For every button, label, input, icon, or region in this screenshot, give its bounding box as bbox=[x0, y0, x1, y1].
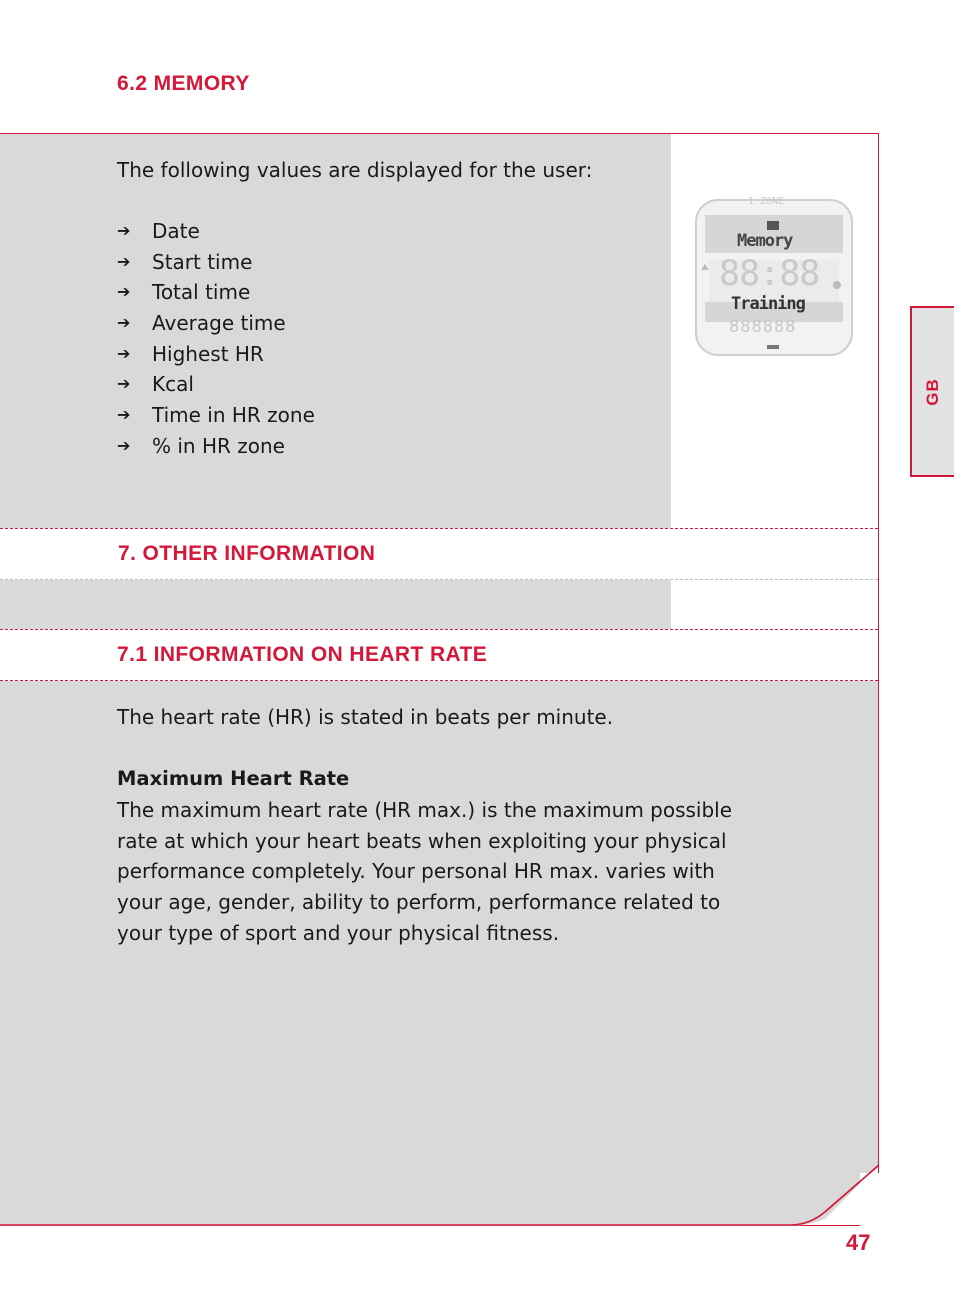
max-heart-rate-subheading: Maximum Heart Rate bbox=[117, 767, 350, 790]
memory-heading: 6.2 MEMORY bbox=[117, 72, 250, 95]
arrow-right-icon: ➔ bbox=[117, 251, 131, 271]
display-digits: 88:88 bbox=[719, 254, 820, 294]
list-item: ➔ Highest HR bbox=[117, 339, 315, 370]
memory-list bbox=[117, 216, 315, 462]
heart-rate-intro: The heart rate (HR) is stated in beats per minute. bbox=[117, 705, 614, 729]
display-top-label: 1 ZONE bbox=[748, 196, 785, 207]
paragraph-line: your type of sport and your physical fitness. bbox=[117, 920, 560, 945]
arrow-right-icon: ➔ bbox=[117, 374, 131, 394]
arrow-right-icon: ➔ bbox=[117, 282, 131, 302]
arrow-right-icon: ➔ bbox=[117, 313, 131, 333]
display-mode-label: Memory bbox=[737, 231, 793, 251]
arrow-right-icon: ➔ bbox=[117, 221, 131, 240]
arrow-right-icon: ➔ bbox=[117, 343, 131, 363]
language-tab bbox=[910, 306, 954, 477]
list-item: ➔ Time in HR zone bbox=[117, 400, 315, 431]
paragraph-line: rate at which your heart beats when exploiting your physical bbox=[117, 828, 727, 853]
list-item: ➔ % in HR zone bbox=[117, 431, 315, 462]
paragraph-line: performance completely. Your personal HR max. varies with bbox=[117, 859, 715, 884]
list-item: ➔ Start time bbox=[117, 247, 315, 278]
max-heart-rate-paragraph bbox=[117, 795, 732, 949]
language-tab-label: GB bbox=[923, 377, 942, 406]
display-mode-sub: Training bbox=[731, 294, 805, 314]
watch-display bbox=[693, 190, 855, 360]
list-item: ➔ Date bbox=[117, 216, 315, 247]
arrow-right-icon: ➔ bbox=[117, 435, 131, 455]
page-number: 47 bbox=[846, 1230, 871, 1255]
other-information-heading: 7. OTHER INFORMATION bbox=[118, 542, 376, 565]
heart-rate-heading: 7.1 INFORMATION ON HEART RATE bbox=[117, 643, 488, 666]
paragraph-line: your age, gender, ability to perform, performance related to bbox=[117, 890, 721, 915]
list-item: ➔ Average time bbox=[117, 308, 315, 339]
paragraph-line: The maximum heart rate (HR max.) is the maximum possible bbox=[117, 798, 733, 822]
arrow-right-icon: ➔ bbox=[117, 405, 131, 425]
list-item: ➔ Kcal bbox=[117, 369, 315, 400]
list-item: ➔ Total time bbox=[117, 277, 315, 308]
display-small-digits: 888888 bbox=[729, 317, 797, 337]
memory-intro: The following values are displayed for the user: bbox=[117, 158, 593, 182]
